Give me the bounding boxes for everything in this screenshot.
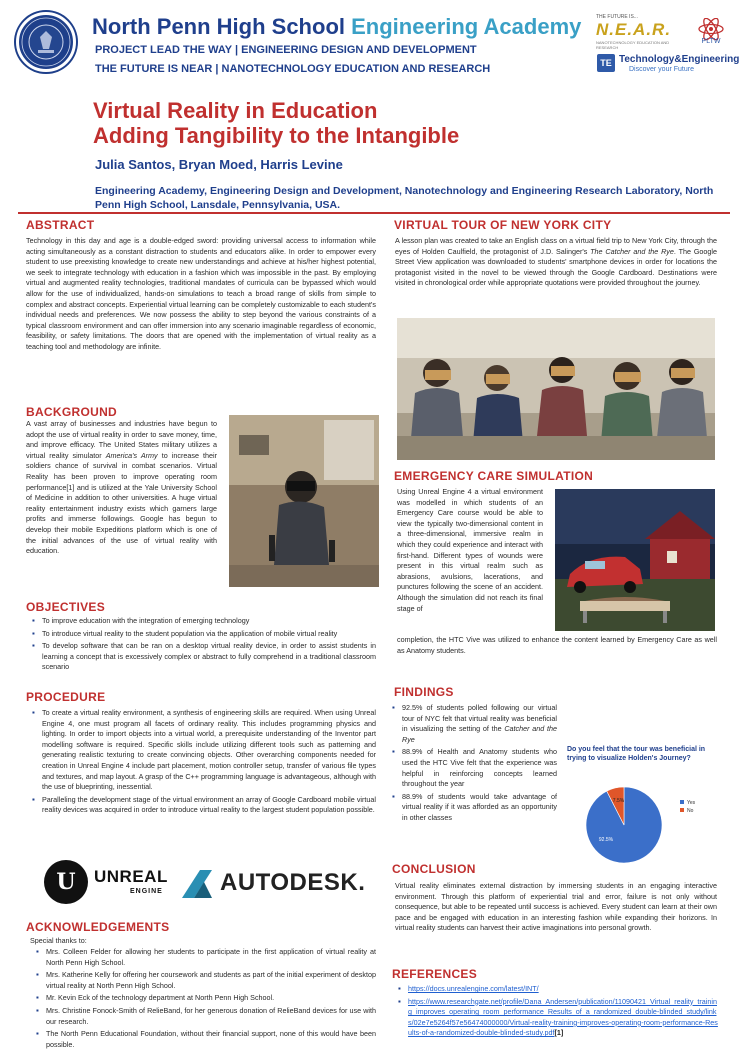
finding-item [392, 703, 557, 745]
autodesk-logo [180, 866, 366, 902]
reference-item [398, 984, 718, 995]
unreal-logo-sub: ENGINE [130, 888, 163, 895]
emergency-simulation-render [555, 489, 715, 631]
procedure-item: ▪ To create a virtual reality environment, a synthesis of engineering skills are required. When using Unreal Engine 4, one must program all facets of ordinary reality. This includes programming physics and lighting. In order to import objects into a virtual world, a prerequisite understanding of the Inventor part modelling software is required. Specific skills include utilizing different tools such as patterning and generating realistic texturing to create convincing objects. Other overarching components needed for creation in Unreal Engine 4 include part placement, motion controller setup, transfer of various file types and textures, and map layout. A grasp of the C++ programming language is advantageous, although with the use of blueprinting, inessential. [32, 708, 376, 793]
acknowledgement-item: ▪ Mrs. Colleen Felder for allowing her students to participate in the first application of virtual reality at North Penn High School. [36, 947, 376, 968]
school-name: North Penn High School [92, 14, 345, 39]
finding-item [392, 747, 557, 789]
student-vr-headset-photo [229, 415, 379, 587]
findings-pie-chart [562, 780, 727, 870]
reference-suffix: [1] [554, 1028, 564, 1038]
objectives-item: ▪ To introduce virtual reality to the student population via the application of mobile virtual reality [32, 629, 376, 640]
classroom-cardboard-photo [397, 318, 715, 460]
near-logo [596, 14, 686, 50]
emergency-text-full: completion, the HTC Vive was utilized to enhance the content learned by Emergency Care as well as Anatomy students. [397, 635, 717, 655]
finding-text: 88.9% of Health and Anatomy students who used the HTC Vive felt that the experience was helpful in reinforcing concepts learned throughout the year [402, 747, 557, 789]
te-logo-icon: TE [597, 54, 615, 72]
te-logo-name: Technology&Engineering [619, 54, 740, 65]
finding-text: 92.5% of students polled following our virtual tour of NYC felt that virtual reality was beneficial in visualizing the setting of the [402, 703, 557, 734]
header-subline-1: PROJECT LEAD THE WAY | ENGINEERING DESIGN AND DEVELOPMENT [95, 44, 477, 56]
poster-title-line-1: Virtual Reality in Education [93, 98, 378, 123]
pie-data-label: 7.5% [612, 798, 625, 805]
legend-swatch [680, 800, 684, 804]
virtual-tour-text-em: The Catcher and the Rye [590, 246, 674, 256]
findings-list [392, 703, 557, 826]
near-logo-tagline: NANOTECHNOLOGY EDUCATION AND RESEARCH [596, 40, 670, 50]
finding-item [392, 792, 557, 824]
reference-item [398, 997, 718, 1039]
technology-engineering-logo [597, 54, 740, 76]
objectives-item: ▪ To develop software that can be ran on a desktop virtual reality device, in order to assist students in learning a concept that is excessively complex or abstract to fully comprehend in a traditional classroom scenario [32, 641, 376, 673]
finding-text: 88.9% of students would take advantage of virtual reality if it was afforded as an opportunity in other classes [402, 791, 557, 822]
header-subline-2: THE FUTURE IS NEAR | NANOTECHNOLOGY EDUCATION AND RESEARCH [95, 63, 491, 75]
near-logo-small: THE FUTURE IS... [596, 14, 638, 20]
conclusion-heading: CONCLUSION [392, 862, 476, 876]
background-heading: BACKGROUND [26, 405, 117, 419]
background-text-a: A vast array of businesses and industries have begun to adopt the use of virtual reality in order to save money, time, and improve efficacy. The United States military utilizes a virtual reality simulator [26, 419, 217, 460]
references-list [398, 984, 718, 1041]
procedure-item: ▪ Paralleling the development stage of the virtual environment an array of Google Cardboard mobile virtual reality devices was acquired in order to introduce virtual reality to the largest student population possible. [32, 795, 376, 816]
findings-heading: FINDINGS [394, 685, 454, 699]
acknowledgements-heading: ACKNOWLEDGEMENTS [26, 920, 170, 934]
school-title [92, 14, 581, 40]
unreal-logo-name: UNREAL [94, 867, 168, 886]
title-divider [18, 212, 730, 214]
pie-data-label: 92.5% [598, 837, 614, 843]
procedure-list [32, 708, 376, 818]
authors: Julia Santos, Bryan Moed, Harris Levine [95, 157, 343, 172]
legend-label: Yes [687, 800, 696, 806]
acknowledgements-list [36, 947, 376, 1052]
legend-label: No [687, 808, 694, 814]
near-logo-title: N.E.A.R. [596, 20, 672, 39]
affiliation: Engineering Academy, Engineering Design and Development, Nanotechnology and Engineering Research Laboratory, North Penn High School, Lansdale, Pennsylvania, USA. [95, 185, 714, 211]
virtual-tour-text-b: . The Google Street View application was downloaded to students' smartphone devices in order for locations the protagonist visited in the novel to be viewed through the Google Cardboard. Destinations were visited in chronological order while appropriate quotations were provided throughout the journey. [395, 246, 717, 288]
autodesk-logo-name: AUTODESK. [220, 869, 366, 896]
virtual-tour-text-a: A lesson plan was created to take an English class on a virtual field trip to New York City, through the eyes of Holden Caulfield, the protagonist of J.D. Salinger's [395, 236, 717, 256]
academy-name: Engineering Academy [351, 14, 582, 39]
objectives-item: ▪ To improve education with the integration of emerging technology [32, 616, 376, 627]
school-seal-icon [16, 12, 76, 72]
poster-title-line-2: Adding Tangibility to the Intangible [93, 123, 460, 148]
unreal-logo-icon: U [44, 860, 88, 904]
emergency-text-wrapped: Using Unreal Engine 4 a virtual environment was modelled in which students of an Emergency Care course would be able to view the typically two-dimensional content in a three-dimensional, immersive realm in which they could experience and interact with first-hand. Different types of wounds were present in this virtual realm such as abrasions, avulsions, lacerations, and punctures following the scene of an accident. Although the simulation did not reach its final stage of [397, 487, 543, 613]
poster-header [0, 0, 748, 85]
unreal-engine-logo [44, 860, 174, 908]
conclusion-text: Virtual reality eliminates external distraction by immersing students in an engaging interactive environment. Through this platform of experiential trial and error, failure is not only without consequence, but able to be repeated until success is achieved. Every student can learn at their own pace and be engaged with education in an interesting fashion while expanding their horizons. In virtual reality students can harvest their active imaginations into personal growth. [395, 881, 717, 933]
pltw-logo-icon [694, 18, 728, 52]
reference-link[interactable]: https://www.researchgate.net/profile/Dana_Andersen/publication/11090421_Virtual_reality_training_improves_operating_room_performance_Results_of_a_randomized_double-blinded_study/links/02e7e5264f57e56474000000/Virtual-reality-training-improves-operating-room-performance-Results-of-a-randomized-double-blinded-study.pdf [408, 996, 718, 1038]
acknowledgement-item: ▪ Mrs. Christine Fonock-Smith of RelieBand, for her generous donation of RelieBand devices for use with our research. [36, 1006, 376, 1027]
abstract-text: Technology in this day and age is a double-edged sword: providing universal access to information while acting simultaneously as a constant distraction to students and educators alike. In order to empower every student to use preexisting knowledge to create new understandings and achieve at his/her highest potential, we seek to integrate technology with education in a fashion which was impossible in the past. By employing virtual and augmented reality technologies, traditional mandates of curricula can be bypassed which would allow for the use of individualized, hands-on simulations to teach a broad range of skills from simple to complex and abstract concepts. Experiential virtual learning can be completely customizable to each student's individual needs and preferences. We now possess the ability to step beyond the various constraints of a typical classroom environment and can offer immersion into any scenario imaginable regardless of economic, feasibility, or safety limitations. The doors that are opened with the implementation of virtual reality as a teaching tool and methodology are infinite. [26, 236, 376, 351]
acknowledgements-intro: Special thanks to: [30, 936, 87, 945]
acknowledgement-item: ▪ Mrs. Katherine Kelly for offering her coursework and students as part of the initial experiment of desktop virtual reality at North Penn High School. [36, 970, 376, 991]
seal-ring [19, 15, 73, 69]
virtual-tour-heading: VIRTUAL TOUR OF NEW YORK CITY [394, 218, 612, 232]
finding-text-em: Catcher and the Rye [402, 724, 557, 744]
references-heading: REFERENCES [392, 967, 478, 981]
te-logo-tagline: Discover your Future [629, 66, 694, 73]
procedure-heading: PROCEDURE [26, 690, 106, 704]
legend-swatch [680, 808, 684, 812]
poster-title [93, 98, 459, 148]
autodesk-logo-icon [180, 868, 214, 900]
abstract-heading: ABSTRACT [26, 218, 95, 232]
pie-chart-svg [562, 780, 727, 870]
background-text-em: America's Army [105, 450, 158, 460]
objectives-heading: OBJECTIVES [26, 600, 106, 614]
acknowledgement-item: ▪ The North Penn Educational Foundation, without their financial support, none of this would have been possible. [36, 1029, 376, 1050]
background-text [26, 419, 217, 557]
chart-title: Do you feel that the tour was beneficial in trying to visualize Holden's Journey? [567, 746, 706, 762]
virtual-tour-text [395, 236, 717, 289]
reference-link[interactable]: https://docs.unrealengine.com/latest/INT/ [408, 984, 539, 993]
pltw-logo-text: PLTW [701, 38, 721, 45]
emergency-heading: EMERGENCY CARE SIMULATION [394, 469, 594, 483]
background-text-b: to increase their soldiers chance of survival in combat scenarios. Virtual Reality has been proven to improve operating room performance[1] and is utilized at the Yale University School of Medicine in addition to other universities. A huge virtual reality entertainment industry exists which garners large profits and immerse followings. Google has begun to develop their mobile Expeditions platform which is one of the initial advances of the use of virtual reality with education. [26, 450, 218, 556]
acknowledgement-item: ▪ Mr. Kevin Eck of the technology department at North Penn High School. [36, 993, 376, 1004]
objectives-list [32, 616, 376, 675]
